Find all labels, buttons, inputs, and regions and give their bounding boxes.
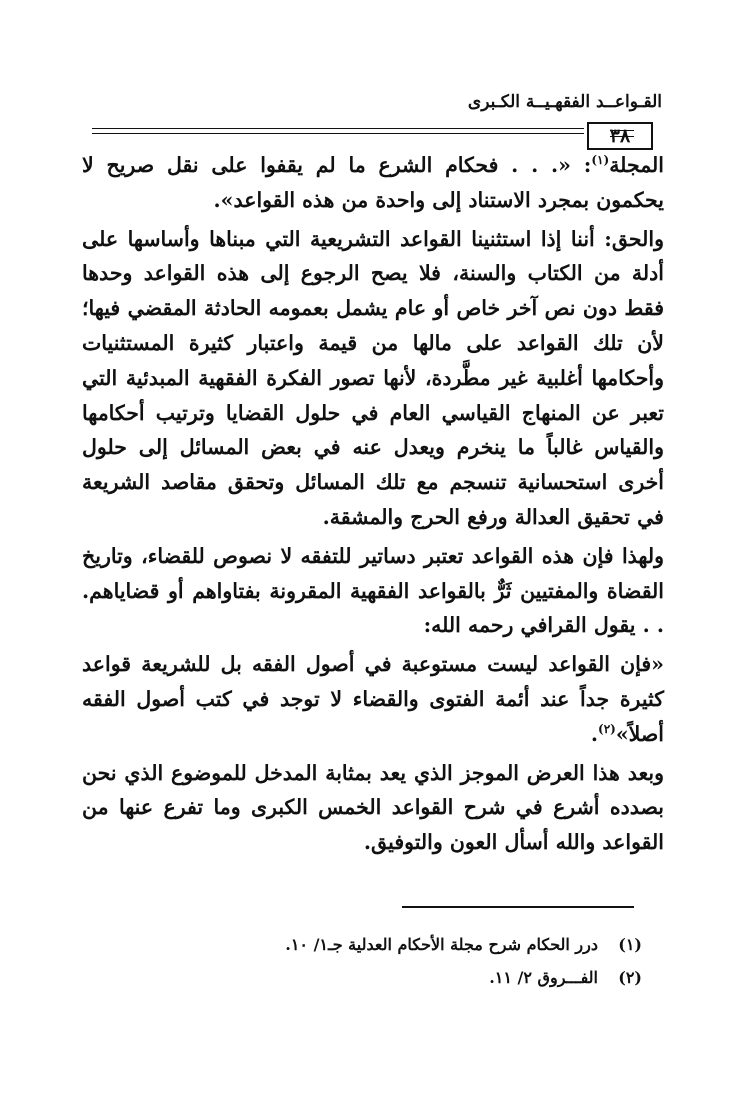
header-rule	[92, 128, 584, 129]
footnote-number: (٢)	[618, 968, 642, 987]
footnote-separator	[402, 906, 634, 908]
footnote-ref: (١)	[591, 153, 610, 168]
paragraph	[82, 148, 664, 218]
running-title: القـواعــد الفقهـيــة الكـبرى	[467, 92, 662, 112]
header-rule	[610, 130, 634, 131]
paragraph: ولهذا فإن هذه القواعد تعتبر دساتير للتفقه لا نصوص للقضاء، وتاريخ القضاة والمفتيين ثَرٌّ بالقواعد الفقهية المقرونة بفتاواهم أو قضاياهم. . . يقول القرافي رحمه الله:	[82, 543, 664, 638]
footnote-ref: (٢)	[598, 721, 616, 736]
page-number: ٣٨	[587, 122, 653, 150]
text-run: : «. . . فحكام الشرع ما لم يقفوا على نقل صريح لا يحكمون بمجرد الاستناد إلى واحدة من هذه القواعد».	[82, 153, 664, 212]
text-run: المجلة	[609, 153, 664, 177]
footnotes	[102, 928, 642, 994]
footnote-number: (١)	[618, 935, 642, 954]
text-run: .	[590, 721, 599, 746]
paragraph: والحق: أننا إذا استثنينا القواعد التشريعية التي مبناها وأساسها على أدلة من الكتاب والسنة، فلا يصح الرجوع إلى هذه القواعد وحدها فقط دون نص آخر خاص أو عام يشمل بعمومه الحادثة المقضي فيها؛ لأن تلك القواعد على مالها من قيمة واعتبار كثيرة المستثنيات وأحكامها أغلبية غير مطَّردة، لأنها تصور الفكرة الفقهية المبدئية التي تعبر عن المنهاج القياسي العام في حلول القضايا وترتيب أحكامها والقياس غالباً ما ينخرم ويعدل عنه في بعض المسائل إلى حلول أخرى استحسانية تنسجم مع تلك المسائل وتحقق مقاصد الشريعة في تحقيق العدالة ورفع الحرج والمشقة.	[82, 226, 664, 529]
footnote-text: درر الحكام شرح مجلة الأحكام العدلية جـ١/ ١٠.	[285, 935, 598, 954]
header-rule	[92, 133, 584, 134]
body-text	[82, 148, 664, 860]
header-rule	[610, 136, 634, 137]
quotation: «فإن القواعد ليست مستوعبة في أصول الفقه بل للشريعة قواعد كثيرة جداً عند أئمة الفتوى والقضاء لا توجد في كتب أصول الفقه أصلاً»	[82, 652, 664, 746]
footnote	[102, 961, 642, 994]
footnote-text: الفـــروق ٢/ ١١.	[489, 968, 598, 987]
paragraph: وبعد هذا العرض الموجز الذي يعد بمثابة المدخل للموضوع الذي نحن بصدده أشرع في شرح القواعد الخمس الكبرى وما تفرع عنها من القواعد والله أسأل العون والتوفيق.	[82, 760, 664, 855]
footnote	[102, 928, 642, 961]
paragraph	[82, 647, 664, 751]
